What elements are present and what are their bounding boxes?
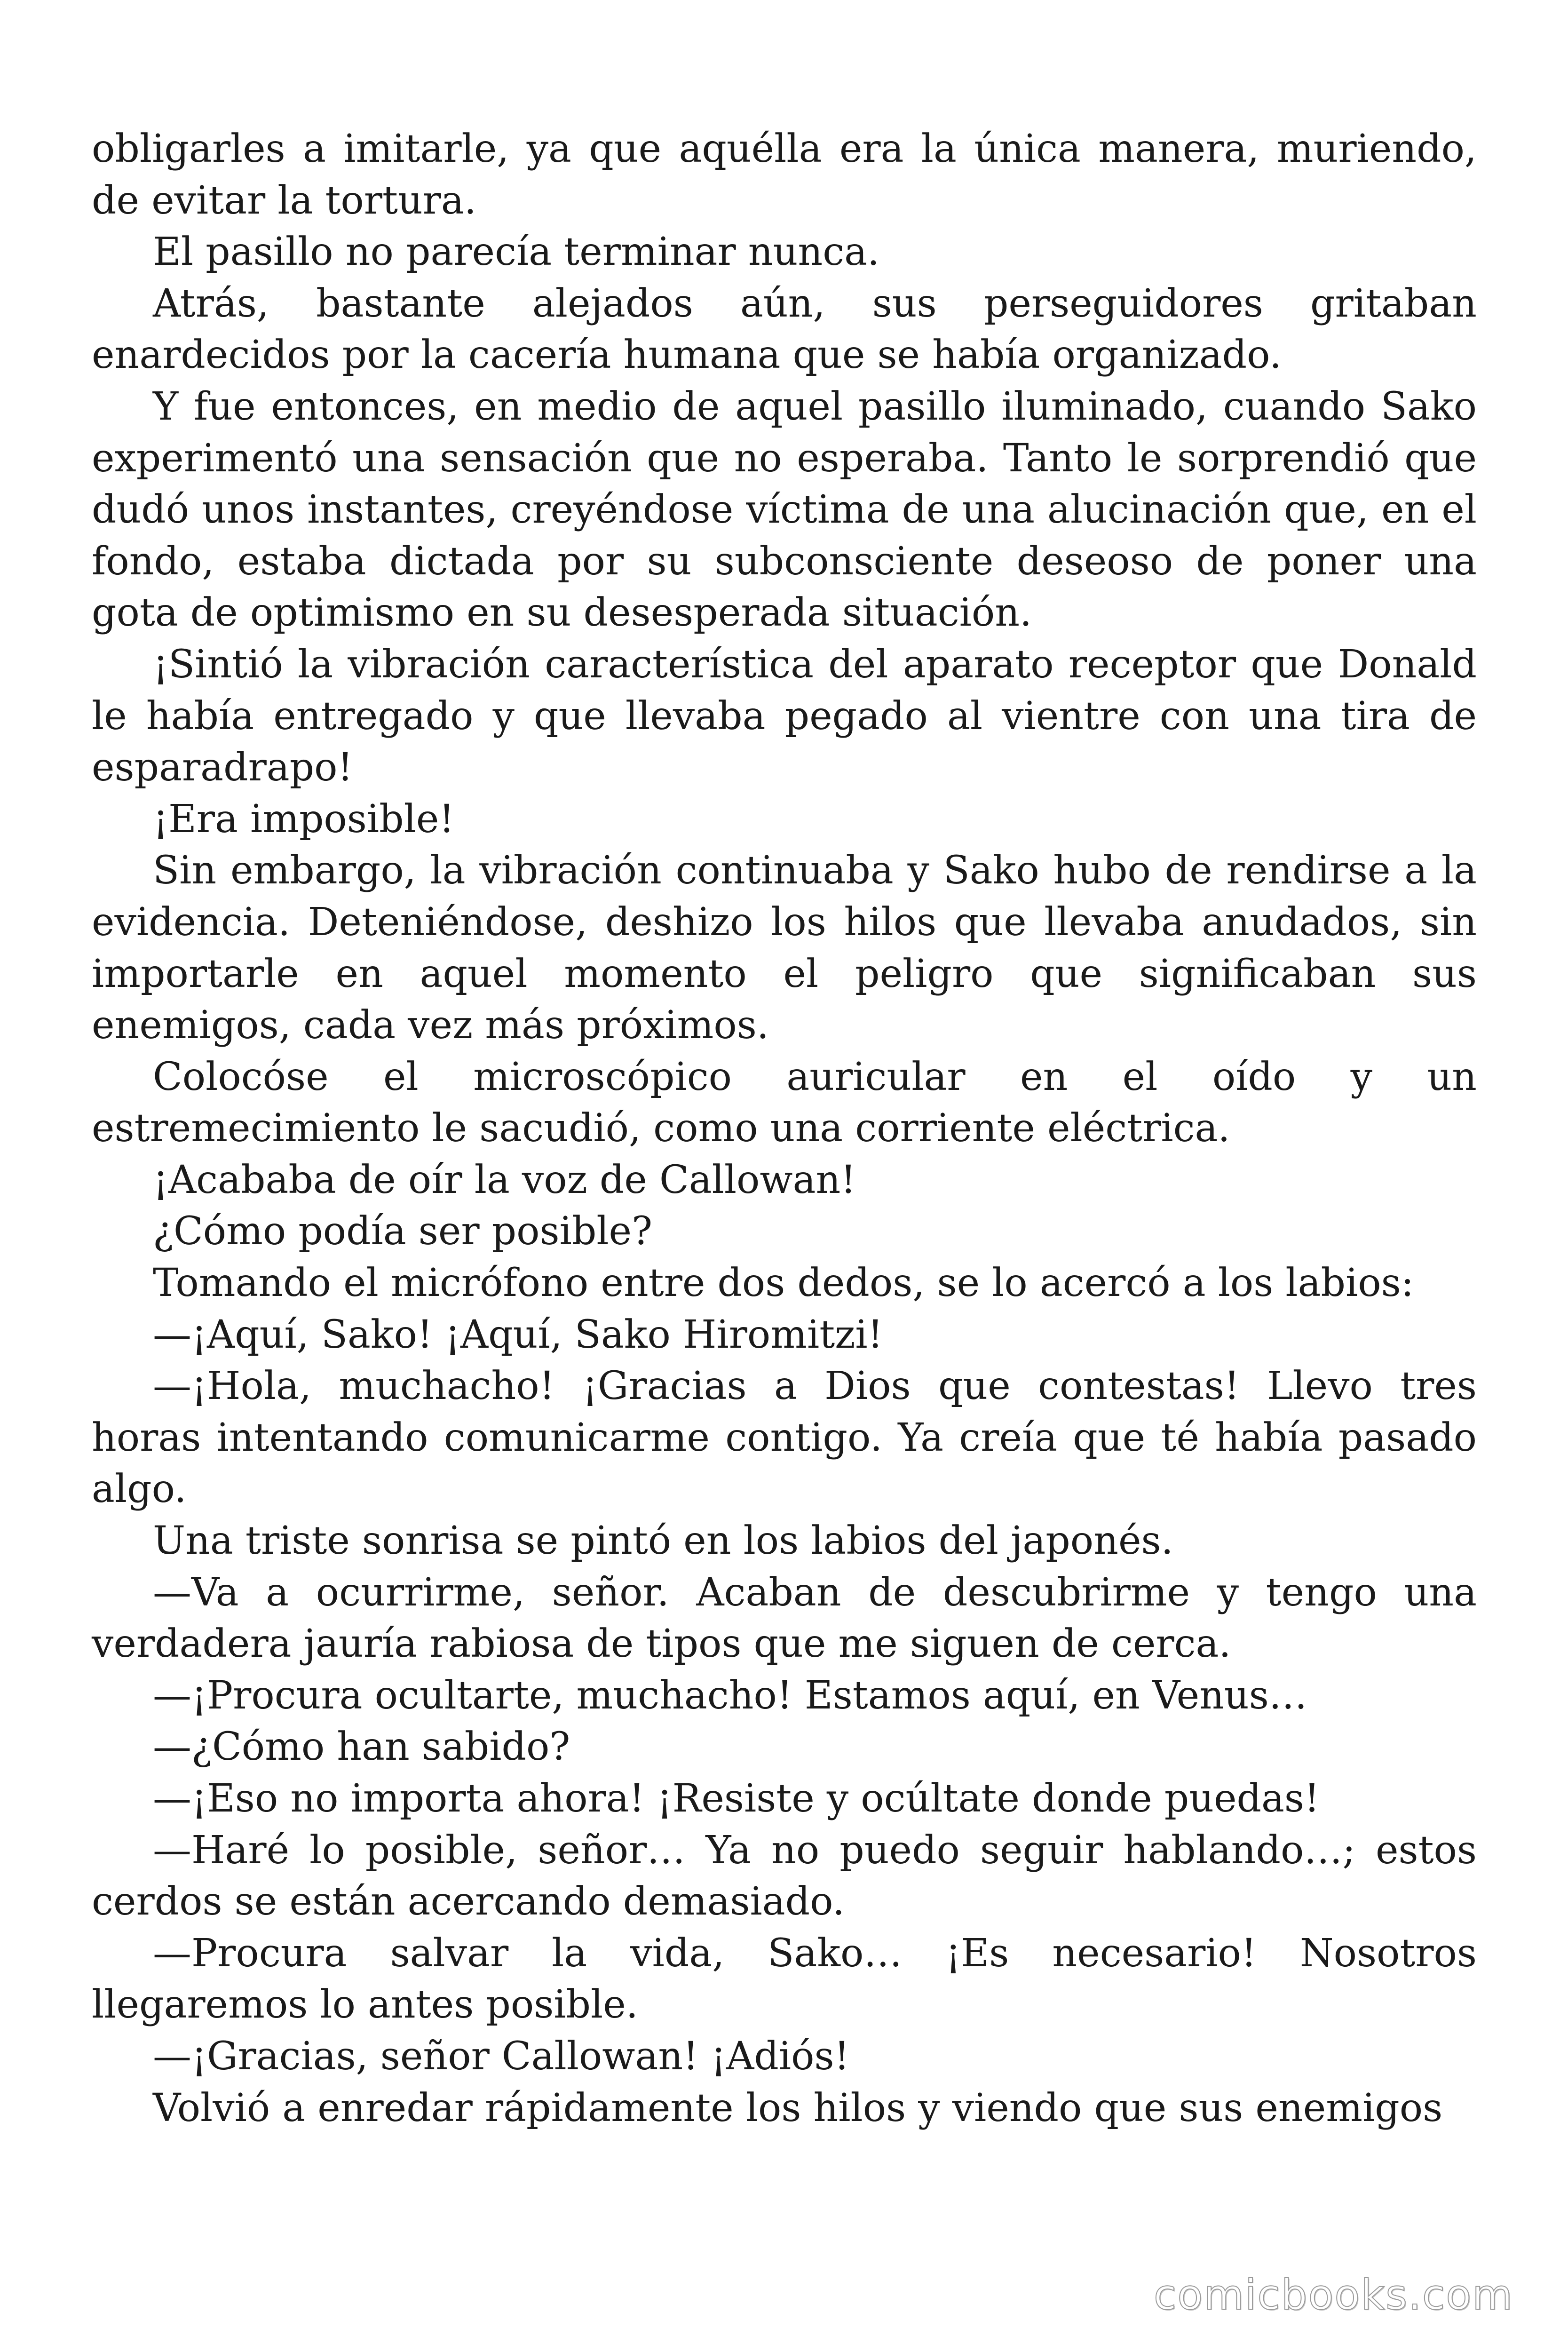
paragraph: Tomando el micrófono entre dos dedos, se lo acercó a los labios: <box>153 1261 1414 1306</box>
watermark-logo: comicbooks.com <box>1153 2271 1513 2319</box>
dialogue-line: —¿Cómo han sabido? <box>153 1724 570 1770</box>
dialogue-line: —¡Gracias, señor Callowan! ¡Adiós! <box>153 2034 850 2079</box>
paragraph: Atrás, bastante alejados aún, sus perseguidores gritaban enardecidos por la cacería humana que se había organizado. <box>92 281 1477 378</box>
paragraph: Colocóse el microscópico auricular en el oído y un estremecimiento le sacudió, como una corriente eléctrica. <box>92 1054 1477 1151</box>
paragraph: Sin embargo, la vibración continuaba y Sako hubo de rendirse a la evidencia. Deteniéndose, deshizo los hilos que llevaba anudados, sin importarle en aquel momento el peligro que significaban sus enemigos, cada vez más próximos. <box>92 848 1477 1048</box>
paragraph-truncated: Volvió a enredar rápidamente los hilos y viendo que sus enemigos <box>153 2085 1443 2130</box>
paragraph: Y fue entonces, en medio de aquel pasillo iluminado, cuando Sako experimentó una sensación que no esperaba. Tanto le sorprendió que dudó unos instantes, creyéndose víctima de una alucinación que, en el fondo, estaba dictada por su subconsciente deseoso de poner una gota de optimismo en su desesperada situación. <box>92 384 1477 636</box>
paragraph: Una triste sonrisa se pintó en los labios del japonés. <box>153 1518 1173 1564</box>
paragraph: ¡Sintió la vibración característica del aparato receptor que Donald le había entregado y que llevaba pegado al vientre con una tira de esparadrapo! <box>92 642 1477 790</box>
dialogue-line: —¡Eso no importa ahora! ¡Resiste y ocúltate donde puedas! <box>153 1776 1320 1821</box>
dialogue-line: —¡Aquí, Sako! ¡Aquí, Sako Hiromitzi! <box>153 1312 883 1357</box>
paragraph: ¿Cómo podía ser posible? <box>153 1209 653 1254</box>
dialogue-line: —Haré lo posible, señor… Ya no puedo seguir hablando…; estos cerdos se están acercando demasiado. <box>92 1828 1477 1924</box>
dialogue-line: —Procura salvar la vida, Sako… ¡Es necesario! Nosotros llegaremos lo antes posible. <box>92 1931 1477 2027</box>
dialogue-line: —Va a ocurrirme, señor. Acaban de descubrirme y tengo una verdadera jauría rabiosa de tipos que me siguen de cerca. <box>92 1570 1477 1667</box>
paragraph-continued: obligarles a imitarle, ya que aquélla era la única manera, muriendo, de evitar la tortura. <box>92 127 1477 223</box>
paragraph: ¡Acababa de oír la voz de Callowan! <box>153 1157 856 1202</box>
dialogue-line: —¡Procura ocultarte, muchacho! Estamos aquí, en Venus… <box>153 1673 1307 1718</box>
paragraph: El pasillo no parecía terminar nunca. <box>153 230 880 275</box>
body-text <box>92 123 1477 2134</box>
dialogue-line: —¡Hola, muchacho! ¡Gracias a Dios que contestas! Llevo tres horas intentando comunicarme contigo. Ya creía que té había pasado algo. <box>92 1364 1477 1512</box>
paragraph: ¡Era imposible! <box>153 796 455 842</box>
